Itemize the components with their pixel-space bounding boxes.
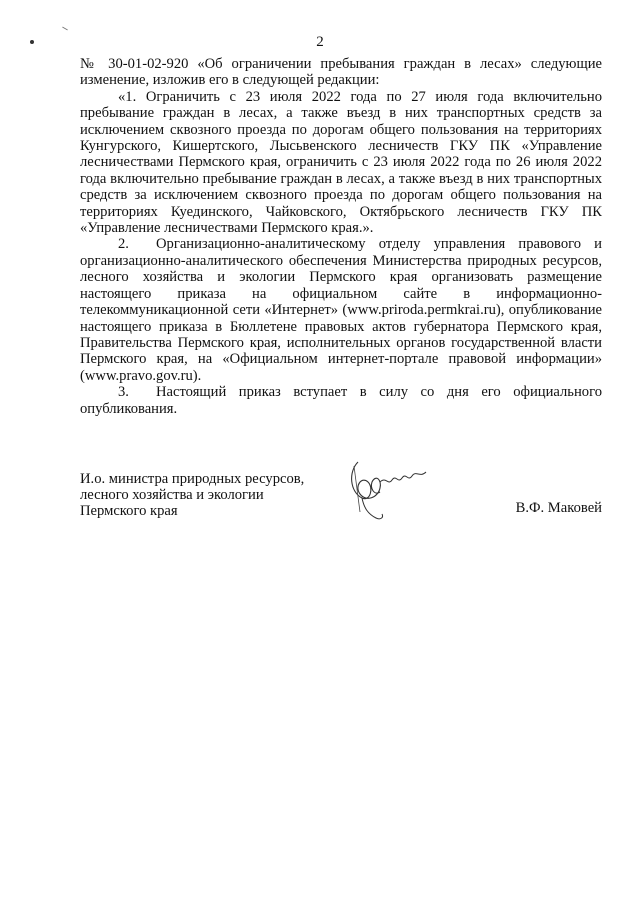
paragraph-item-3 — [80, 384, 602, 417]
handwritten-signature — [340, 452, 430, 524]
item-number-3: 3. — [118, 384, 129, 401]
paragraph-item-2 — [80, 236, 602, 384]
scan-tick — [62, 27, 68, 31]
item-number-2: 2. — [118, 236, 129, 253]
paragraph-intro: № 30-01-02-920 «Об ограничении пребывания граждан в лесах» следующие изменение, изложив его в следующей редакции: — [80, 56, 602, 89]
document-body — [80, 56, 602, 417]
item-text-3: Настоящий приказ вступает в силу со дня его официального опубликования. — [80, 384, 602, 417]
signatory-title-line-3: Пермского края — [80, 503, 178, 519]
signatory-title — [80, 471, 304, 519]
signatory-title-line-1: И.о. министра природных ресурсов, — [80, 471, 305, 487]
signer-name: В.Ф. Маковей — [515, 500, 602, 516]
paragraph-item-1: «1. Ограничить с 23 июля 2022 года по 27 июля года включительно пребывание граждан в лесах, а также въезд в них транспортных средств за исключением сквозного проезда по дорогам общего пользования на территориях Кунгурского, Кишертского, Лысьвенского лесничеств ГКУ ПК «Управление лесничествами Пермского края, ограничить с 23 июля 2022 года по 26 июля 2022 года включительно пребывание граждан в лесах, а также въезд в них транспортных средств за исключением сквозного проезда по дорогам общего пользования на территориях Куединского, Чайковского, Октябрьского лесничеств ГКУ ПК «Управление лесничествами Пермского края.». — [80, 88, 602, 237]
signatory-title-line-2: лесного хозяйства и экологии — [80, 487, 264, 503]
page-number: 2 — [316, 34, 324, 50]
item-text-2: Организационно-аналитическому отделу управления правового и организационно-аналитического обеспечения Министерства природных ресурсов, лесного хозяйства и экологии Пермского края организовать размещение настоящего приказа на официальном сайте в информационно-телекоммуникационной сети «Интернет» (www.priroda.permkrai.ru), опубликование настоящего приказа в Бюллетене правовых актов губернатора Пермского края, Правительства Пермского края, исполнительных органов государственной власти Пермского края, на «Официальном интернет-портале правовой информации» (www.pravo.gov.ru). — [80, 236, 602, 384]
